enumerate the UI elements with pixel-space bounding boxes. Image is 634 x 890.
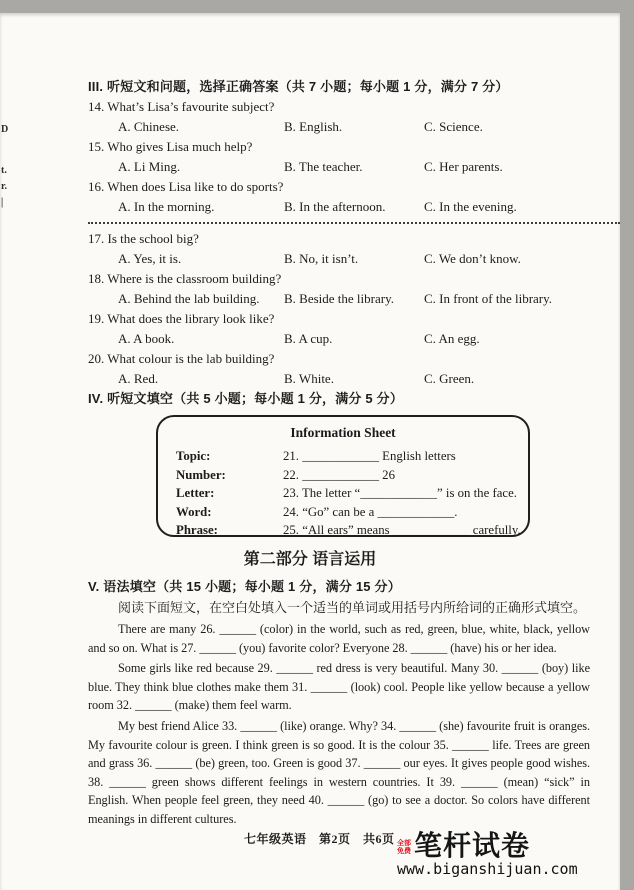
question-20 [88,349,590,389]
question-19 [88,309,590,349]
option-a: A. Li Ming. [118,159,181,174]
info-row-phrase [158,521,528,540]
scan-edge-mark: r. [1,181,8,192]
question-text: 18. Where is the classroom building? [88,271,282,286]
scan-edge-mark: D [1,124,9,135]
question-18 [88,269,590,309]
question-14 [88,97,590,137]
option-a: A. In the morning. [118,199,215,214]
watermark-free-label: 全部免费 [397,840,411,855]
info-blank-23: 23. The letter “____________” is on the face. [283,486,517,501]
question-text: 16. When does Lisa like to do sports? [88,179,284,194]
cloze-paragraph-2: Some girls like red because 29. ______ red dress is very beautiful. Many 30. ______ (boy) like blue. They think blue clothes make them 31. ______ (look) cool. People like yellow because a yellow room 32. ______ (make) them feel warm. [88,661,590,713]
info-blank-22: 22. ____________ 26 [283,467,395,482]
section-iii-header: III. 听短文和问题，选择正确答案（共 7 小题；每小题 1 分，满分 7 分） [88,79,509,94]
question-17 [88,229,590,269]
option-c: C. In the evening. [424,199,517,214]
info-row-number [158,466,528,485]
info-blank-24: 24. “Go” can be a ____________. [283,504,458,519]
question-text: 20. What colour is the lab building? [88,351,275,366]
option-c: C. Her parents. [424,159,503,174]
option-b: B. English. [284,119,343,134]
option-a: A. Chinese. [118,119,180,134]
part-two-title: 第二部分 语言运用 [243,551,377,568]
info-row-word [158,503,528,522]
info-label: Phrase: [176,523,218,538]
option-c: C. In front of the library. [424,291,553,306]
option-a: A. A book. [118,331,175,346]
cloze-paragraph-3: My best friend Alice 33. ______ (like) orange. Why? 34. ______ (she) favourite fruit is oranges. My favourite colour is green. I think green is so good. It is the colour 35. ______ life. Trees are green and grass 36. ______ (be) green, too. Green is good 37. ______ our eyes. It gives people good wishes. 38. ______ green shows different feelings in western countries. It 39. ______ (mean) “sick” in English. When people feel green, they need 40. ______ (go) to see a doctor. So colors have different meanings in different cultures. [88,718,590,826]
option-c: C. Green. [424,371,475,386]
section-iv-header: IV. 听短文填空（共 5 小题；每小题 1 分，满分 5 分） [88,391,404,406]
watermark [397,831,597,878]
information-sheet-title: Information Sheet [290,425,396,440]
options-row [88,157,590,177]
options-row [88,369,590,389]
info-blank-25: 25. “All ears” means ____________ carefully. [283,523,521,538]
question-text: 19. What does the library look like? [88,311,275,326]
watermark-brand: 笔杆试卷 [414,830,531,861]
cloze-paragraph-1: There are many 26. ______ (color) in the world, such as red, green, blue, white, black, yellow and so on. What is 27. ______ (you) favorite color? Everyone 28. ______ (have) his or her idea. [88,622,590,655]
question-text: 14. What’s Lisa’s favourite subject? [88,99,275,114]
page-footer: 七年级英语 第2页 共6页 [244,832,395,846]
options-row [88,329,590,349]
options-row [88,289,590,309]
scanned-exam-page [0,13,620,890]
question-text: 15. Who gives Lisa much help? [88,139,253,154]
question-16 [88,177,590,217]
option-a: A. Yes, it is. [118,251,182,266]
watermark-url: www.biganshijuan.com [397,860,578,878]
options-row [88,117,590,137]
info-label: Word: [176,504,212,519]
info-row-topic [158,447,528,466]
option-b: B. White. [284,371,334,386]
info-label: Topic: [176,449,211,463]
options-row [88,249,590,269]
dotted-divider [88,222,620,224]
option-a: A. Behind the lab building. [118,291,260,306]
info-blank-21: 21. ____________ English letters [283,449,456,463]
grammar-instruction: 阅读下面短文，在空白处填入一个适当的单词或用括号内所给词的正确形式填空。 [118,600,587,615]
option-c: C. Science. [424,119,483,134]
option-b: B. In the afternoon. [284,199,386,214]
info-row-letter [158,484,528,503]
scan-edge-mark: t. [1,165,7,176]
info-label: Letter: [176,486,215,501]
option-c: C. We don’t know. [424,251,521,266]
question-15 [88,137,590,177]
option-a: A. Red. [118,371,159,386]
question-text: 17. Is the school big? [88,231,199,246]
option-b: B. No, it isn’t. [284,251,359,266]
option-c: C. An egg. [424,331,480,346]
option-b: B. Beside the library. [284,291,394,306]
options-row [88,197,590,217]
information-sheet-box [156,415,530,537]
section-v-header: V. 语法填空（共 15 小题；每小题 1 分，满分 15 分） [88,579,401,594]
scan-edge-mark: | [1,197,4,208]
exam-content [88,77,590,829]
info-label: Number: [176,467,226,482]
option-b: B. The teacher. [284,159,363,174]
option-b: B. A cup. [284,331,333,346]
